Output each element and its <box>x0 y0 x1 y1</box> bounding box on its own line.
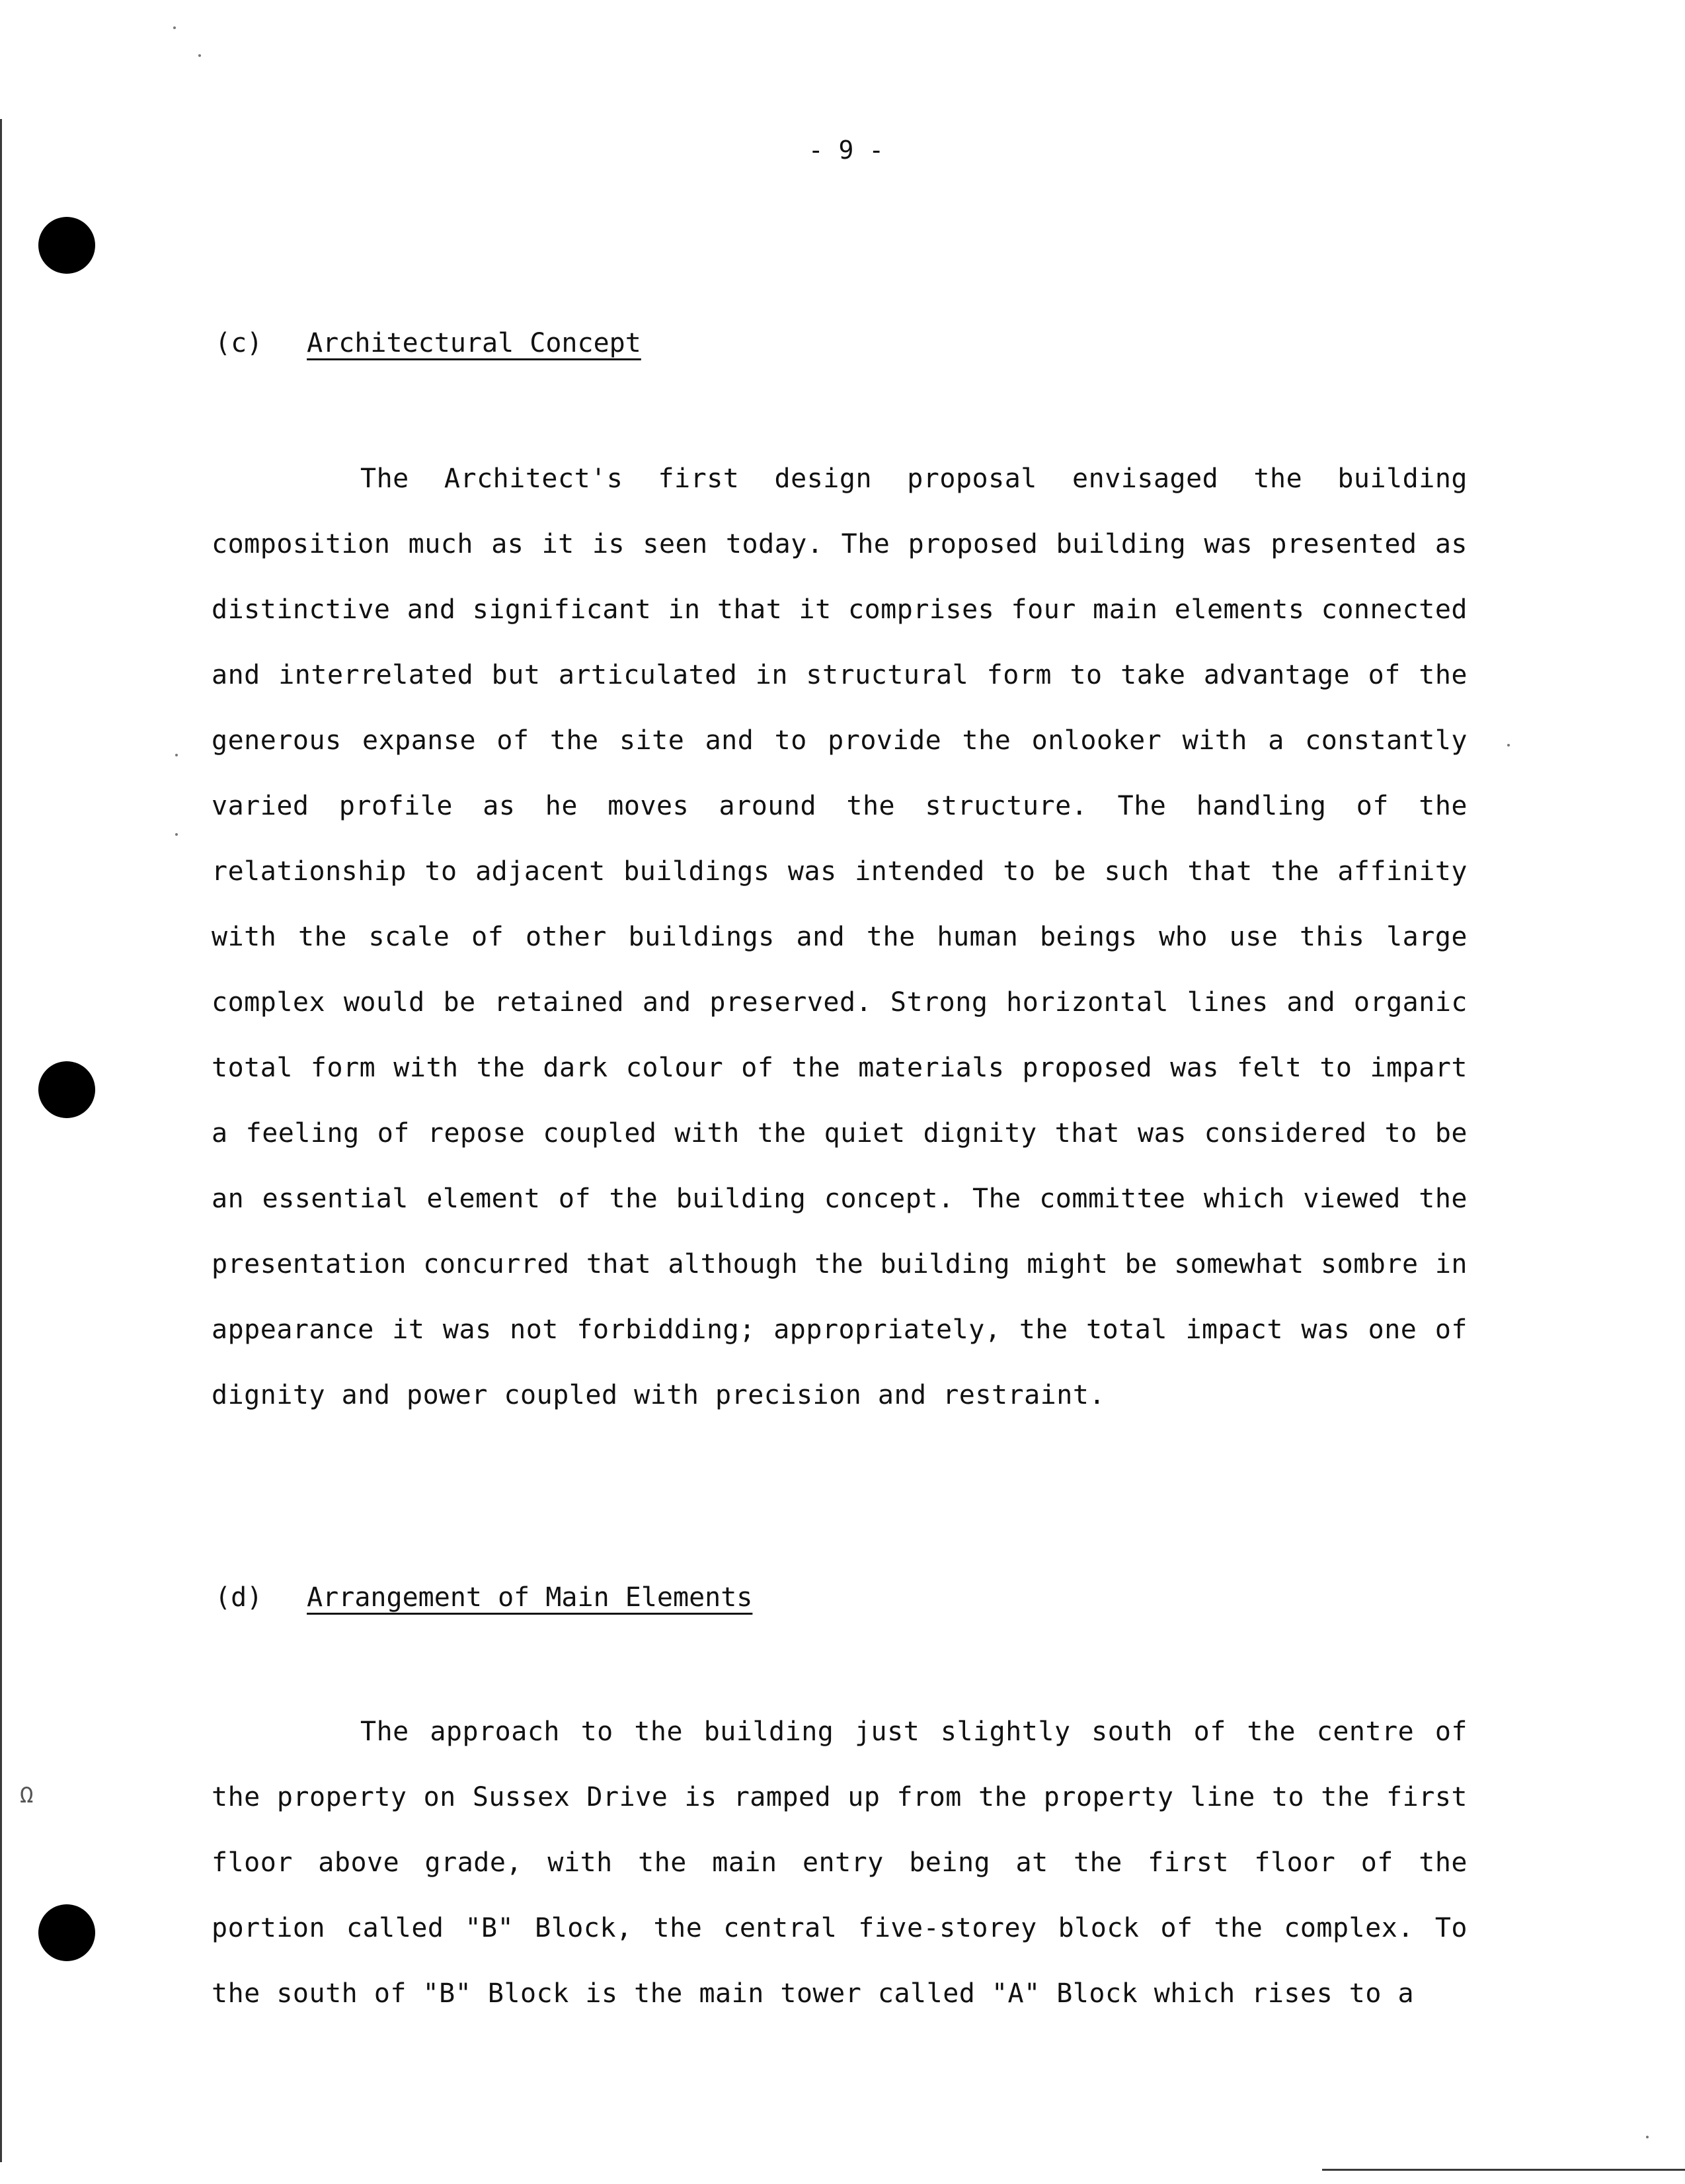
scan-speck <box>198 54 201 57</box>
section-label: (d) <box>215 1582 263 1613</box>
page-number: - 9 - <box>808 136 884 165</box>
section-title: Architectural Concept <box>307 328 641 358</box>
scan-speck <box>1507 744 1510 747</box>
section-d-paragraph: The approach to the building just slightly south of the centre of the property on Sussex Drive is ramped up from the property line to the first floor above grade, with the main entry being at the first floor of the portion called "B" Block, the central five-storey block of the complex. To the south of "B" Block is the main tower called "A" Block which rises to a <box>212 1717 1468 2009</box>
bottom-edge-rule <box>1322 2169 1685 2171</box>
scan-speck <box>175 833 178 836</box>
section-heading-d <box>215 1582 752 1613</box>
punch-hole-bottom <box>38 1904 95 1961</box>
margin-handwritten-mark: Ω <box>20 1782 34 1808</box>
section-label: (c) <box>215 328 263 358</box>
section-heading-c <box>215 328 641 358</box>
scan-speck <box>175 754 178 756</box>
punch-hole-top <box>38 217 95 274</box>
scan-speck <box>1646 2136 1649 2138</box>
scan-speck <box>173 26 176 29</box>
punch-hole-middle <box>38 1061 95 1118</box>
section-c-paragraph: The Architect's first design proposal envisaged the building composition much as it is seen today. The proposed building was presented as distinctive and significant in that it comprises four main elements connected and interrelated but articulated in structural form to take advantage of the generous expanse of the site and to provide the onlooker with a constantly varied profile as he moves around the structure. The handling of the relationship to adjacent buildings was intended to be such that the affinity with the scale of other buildings and the human beings who use this large complex would be retained and preserved. Strong horizontal lines and organic total form with the dark colour of the materials proposed was felt to impart a feeling of repose coupled with the quiet dignity that was considered to be an essential element of the building concept. The committee which viewed the presentation concurred that although the building might be somewhat sombre in appearance it was not forbidding; appropriately, the total impact was one of dignity and power coupled with precision and restraint. <box>212 464 1468 1410</box>
left-edge-rule <box>0 119 2 2162</box>
section-title: Arrangement of Main Elements <box>307 1582 753 1613</box>
